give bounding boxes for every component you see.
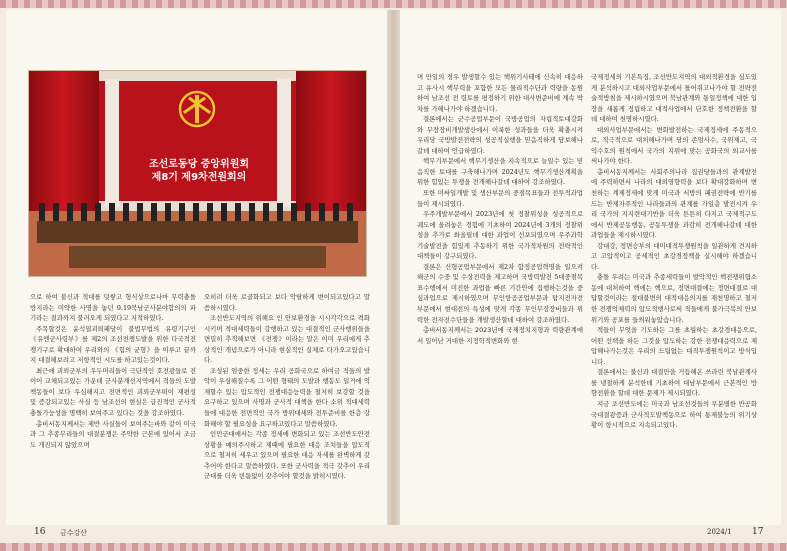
magazine-title: 금수강산 bbox=[60, 529, 88, 537]
paragraph: 총비서동지께서는 2023년에 국제정치지형과 력량관계에서 일어난 거대한 지정학적변화와 현 bbox=[417, 326, 583, 345]
paragraph: 조선반도지역의 위해요 인 안보환경을 시시각각으로 격화시키며 적대세력들이 강행하고 있는 대결적인 군사행위들을 면밀히 추적해보면 《전쟁》이라는 말은 이미 우리에게 추상적인 개념으로가 아니라 현실적인 실체로 다가오고있습니다. bbox=[204, 314, 370, 365]
paragraph: 총비서동지께서는 제반 사실들이 보여주는바와 같이 미국과 그 추종무리들의 대결분쟁은 주약한 근본에 있어서 조금도 개진되지 않았으며 bbox=[30, 419, 196, 449]
right-page-number: 17 bbox=[752, 527, 764, 537]
paragraph: 며 만일의 경우 발생할수 있는 핵위기사태에 신속히 대응하고 유사시 핵무력을 포함한 모든 물리적수단과 력량을 동원하여 남조선 전 령토를 평정하기 위한 대사변준비에 계속 박차를 가해나가야 하겠습니다. bbox=[417, 73, 583, 113]
banner-line-1: 조선로동당 중앙위원회 bbox=[148, 159, 250, 170]
column-2 bbox=[204, 292, 370, 482]
column-4 bbox=[591, 72, 757, 431]
left-page-number: 16 bbox=[34, 527, 46, 537]
bottom-border-pattern bbox=[0, 543, 787, 551]
party-emblem-icon bbox=[172, 89, 222, 129]
paragraph: 결론에서는 군수공업부문이 국방공업의 자립적토대강화와 무장장비개발생산에서 이룩한 성과들을 더욱 확충시켜 우리당 국방발전전략의 성공적실행을 믿음직하게 담보해나갈데 대하여 언급하였다. bbox=[417, 115, 583, 155]
paragraph: 지금 조선반도에는 미국과 남조선것들의 무분별한 반공화국대결광증과 군사적도발책동으로 하여 통제불능의 위기상황이 항시적으로 지속되고있다. bbox=[591, 399, 757, 430]
paragraph: 강대강, 정면승부의 대미대적투쟁원칙을 일관하게 견지하고 고압적이고 공세적인 초강경정책을 실시해야 하겠습니다. bbox=[591, 241, 757, 271]
issue-date: 2024/1 bbox=[707, 528, 732, 536]
front-desk bbox=[69, 246, 326, 268]
presidium-members bbox=[39, 203, 356, 223]
paragraph: 또한 미싸일개발 및 생산부문의 중점목표들과 전투적과업들이 제시되였다. bbox=[417, 189, 583, 208]
pillar-left bbox=[105, 79, 119, 207]
banner-line-2: 제8기 제9차전원회의 bbox=[151, 172, 247, 183]
paragraph: 충돌 우려는 미국과 추종세력들이 발악적인 핵전쟁위협소동에 대처하여 핵에는 핵으로, 정면대결에는 정면대결로 대답할것이라는 절대불변의 대적대응의지를 재천명하고 철저한 전쟁억제력의 압도적행사로써 적들에게 불가극복의 안보위기와 공포를 들씌워놓았습니다. bbox=[591, 273, 757, 324]
paragraph: 주목할것은 윤석열괴뢰패당이 불법무법의 유령기구인 《유엔군사령부》를 제2의 조선전쟁도발을 위한 다국적전쟁기구로 확대하여 우리와의 《힘의 균형》을 이루고 끝까지 대결해보려고 저항적인 시도를 하고있는것이다. bbox=[30, 324, 196, 365]
presidium-desk bbox=[37, 221, 358, 243]
paragraph: 결론은 신형공업부문에서 제2차 함정공업혁명을 일으켜 해군의 수중 및 수상전력을 제고하며 국방력발전 5대중점목표수행에서 미진한 과업을 빠른 기간안에 집행하는것을 중심과업으로 제시하였으며 무인항공공업부문과 탐지전자전부문에서 현대전의 특성에 맞게 각종 무인무장장비들과 위력한 전자전수단들을 개발생산할데 대하여 강조하였다. bbox=[417, 262, 583, 324]
page-spine bbox=[387, 10, 400, 525]
paragraph: 국제정세의 기본특징, 조선반도지역의 대외적환경을 심도있게 분석하시고 대외사업부문에서 틀어쥐고나가야 할 전략전술적방침을 제시하시였으며 북남관계와 통일정책에 대한 입장을 새롭게 정립하고 대적사업에서 단호한 정책전환을 할데 대하여 천명하시였다. bbox=[591, 73, 757, 124]
top-border-pattern bbox=[0, 0, 787, 8]
paragraph: 오히려 더욱 로골화되고 보다 악랄하게 변이되고있다고 말씀하시였다. bbox=[204, 293, 370, 312]
paragraph: 대외사업부문에서는 변화발전하는 국제정세에 주동적으로, 적극적으로 대처해나가며 당의 존엄사수, 국위제고, 국익수호의 원칙에서 국가의 지위에 맞는 공화국의 외교사를 써나가야 한다. bbox=[591, 125, 757, 166]
column-1 bbox=[30, 292, 196, 450]
paragraph: 조성된 엄중한 정세는 우리 공화국으로 하여금 적들의 발악이 우심해질수록 그 어떤 형태의 도발과 행동도 일거에 억제할수 있는 압도적인 전쟁대응능력을 철저히 보강할 것을 요구하고 있으며 사명과 군사적 대책을 한다 소위 적대세력들에 대응한 전면적인 국가 방위대세와 전투준비를 한층 강화해야 할 필요성을 요구하고있다고 말씀하였다. bbox=[204, 366, 370, 428]
paragraph: 으로 하여 불신과 적대를 덧쌓고 형식상으로나마 무력충돌방지라는 미약한 사명을 놓던 9.19북남군사분야합의의 파기라는 결과까지 불러오게 되였다고 지적하였다. bbox=[30, 293, 196, 323]
paragraph: 핵무기부문에서 핵무기생산을 지속적으로 늘일수 있는 믿음직한 토대를 구축해나가며 2024년도 핵무기생산계획을 위한 힘있는 투쟁을 전개해나갈데 대하여 강조하였다. bbox=[417, 157, 583, 187]
paragraph: 우주개발부문에서 2023년에 첫 정찰위성을 성공적으로 궤도에 올려놓은 경험에 기초하여 2024년에 3개의 정찰위성을 추가로 쏴올릴데 대한 과업이 선포되였으며 우주과학기술발전을 힘있게 추동하기 위한 국가적차원의 전략적인 대책들이 강구되였다. bbox=[417, 210, 583, 261]
paragraph: 결론에서는 불신과 대결만을 거듭해온 쓰라린 북남관계사를 냉철하게 분석한데 기초하여 대남부문에서 근본적인 방향전환을 할데 대한 문제가 제시되였다. bbox=[591, 368, 757, 398]
pillar-right bbox=[277, 79, 291, 207]
paragraph: 인민군대에서는 각종 정세에 변화되고 있는 조선반도안전상황을 예의주시하고 제때에 필요한 대응 조치들을 압도적으로 철저히 세우고 있으며 필요한 대응 자세를 완벽하게 갖추어야 한다고 말씀하였다. 또한 군사력을 적극 갖추어 우리 군대를 더욱 빈틈없이 갖추어야 할것을 밝히시였다. bbox=[204, 430, 370, 481]
paragraph: 총비서동지께서는 사회주의나라 집권당들과의 관계발전에 주력하면서 나라의 대외영향력을 보다 확대강화하며 변천하는 계제정세에 맞게 미국과 서방의 패권전략에 반기를 드는 반제자주적인 나라들과의 관계를 가일층 발전시켜 우리 국가의 지지련대기반을 더욱 튼튼히 다지고 국제적구도에서 반제공동행동, 공동투쟁을 과감히 전개해나갈데 대한 과업들을 제시하시였다. bbox=[591, 167, 757, 240]
plenary-meeting-photo bbox=[28, 70, 367, 277]
red-curtain-left bbox=[29, 71, 99, 221]
paragraph: 최근에 괴뢰군부의 우두머리들이 극단적인 호전광들로 전이어 교체되고있는 가운데 군사분계선지역에서 적들의 도발책동들이 보다 우심해지고 전면적인 괴뢰군부떠이 재편성 및 증강되고있는 사실 등 남조선의 현실은 급진적인 군사적충돌가능성을 명백히 보여주고 있다는 것을 강조하였다. bbox=[30, 366, 196, 418]
red-curtain-right bbox=[296, 71, 366, 221]
paragraph: 적들이 무엇을 기도하든 그를 초월하는 초강경대응으로, 어떤 선택을 하든 그것을 압도하는 강한 전쟁대응력으로 제압해나가는것은 우리의 드팀없는 대적투쟁원칙이고 방식입니다. bbox=[591, 326, 757, 366]
column-3 bbox=[417, 72, 583, 346]
